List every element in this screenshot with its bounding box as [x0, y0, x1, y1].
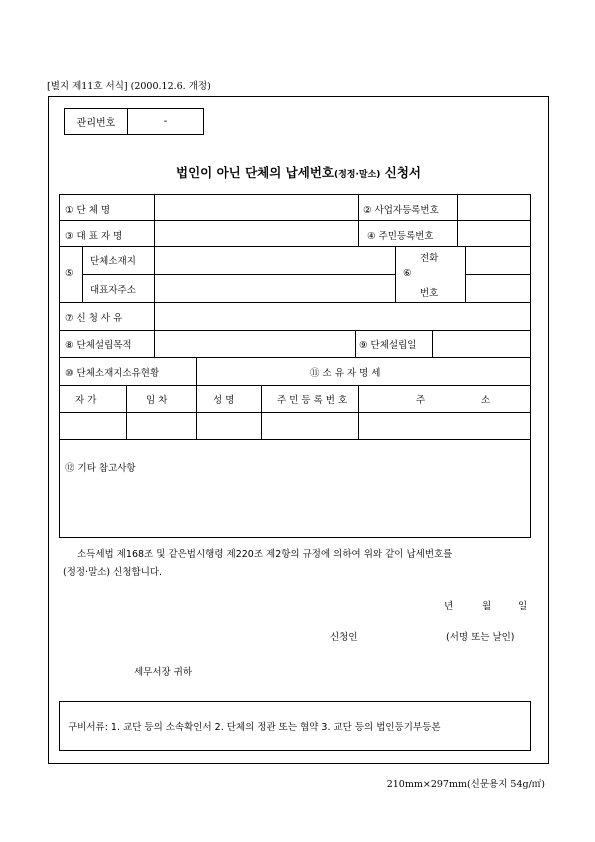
owner-col-resident-no: 주 민 등 록 번 호 [277, 395, 348, 406]
applicant-label: 신청인 [330, 632, 358, 643]
form-title [48, 163, 549, 181]
field-org-address-label: 단체소재지 [90, 256, 136, 267]
management-number-label: 관리번호 [65, 109, 128, 134]
field-5-marker: ⑤ [65, 268, 74, 279]
field-phone-label-2: 번호 [420, 288, 439, 299]
field-reason-label: ⑦ 신 청 사 유 [65, 313, 123, 324]
paper-spec-footer: 210mm×297mm(신문용지 54g/㎡) [386, 779, 545, 790]
management-number-box [64, 108, 204, 135]
field-founding-date-label: ⑨ 단체설립일 [359, 340, 417, 351]
title-main: 법인이 아닌 단체의 납세번호 [176, 165, 334, 180]
field-representative-label: ③ 대 표 자 명 [65, 231, 123, 242]
title-tail: 신청서 [380, 165, 421, 180]
field-purpose-label: ⑧ 단체설립목적 [65, 340, 132, 351]
owner-col-name: 성 명 [213, 395, 235, 406]
field-org-name-label: ① 단 체 명 [65, 205, 111, 216]
field-notes-label: ⑫ 기타 참고사항 [65, 463, 136, 474]
date-year: 년 [444, 601, 454, 612]
date-month: 월 [482, 601, 492, 612]
owner-col-address-1: 주 [416, 395, 426, 406]
applicant-sign: (서명 또는 날인) [446, 632, 515, 643]
field-business-reg-label: ② 사업자등록번호 [363, 205, 439, 216]
field-rep-address-label: 대표자주소 [90, 285, 136, 296]
required-documents-box [59, 701, 531, 751]
owner-col-address-2: 소 [481, 395, 491, 406]
application-table [59, 194, 531, 538]
field-owner-details-label: ⑪ 소 유 자 명 세 [310, 368, 381, 379]
date-day: 일 [518, 601, 528, 612]
statement-line-1: 소득세법 제168조 및 같은법시행령 제220조 제2항의 규정에 의하여 위와 같이 납세번호를 [77, 549, 453, 560]
form-number-header: [별지 제11호 서식] (2000.12.6. 개정) [47, 81, 211, 92]
owner-col-own: 자 가 [75, 395, 97, 406]
owner-col-lease: 임 차 [146, 395, 168, 406]
title-sub: (정정·말소) [333, 170, 381, 180]
field-resident-reg-label: ④ 주민등록번호 [367, 231, 434, 242]
recipient: 세무서장 귀하 [134, 667, 193, 678]
field-ownership-label: ⑩ 단체소재지소유현황 [65, 368, 160, 379]
field-6-marker: ⑥ [403, 268, 412, 279]
management-number-value: - [163, 116, 168, 127]
required-documents-text: 구비서류: 1. 교단 등의 소속확인서 2. 단체의 정관 또는 협약 3. 교단 등의 법인등기부등본 [68, 722, 441, 733]
statement-line-2: (정정·말소) 신청합니다. [63, 567, 163, 578]
field-phone-label-1: 전화 [420, 253, 439, 264]
